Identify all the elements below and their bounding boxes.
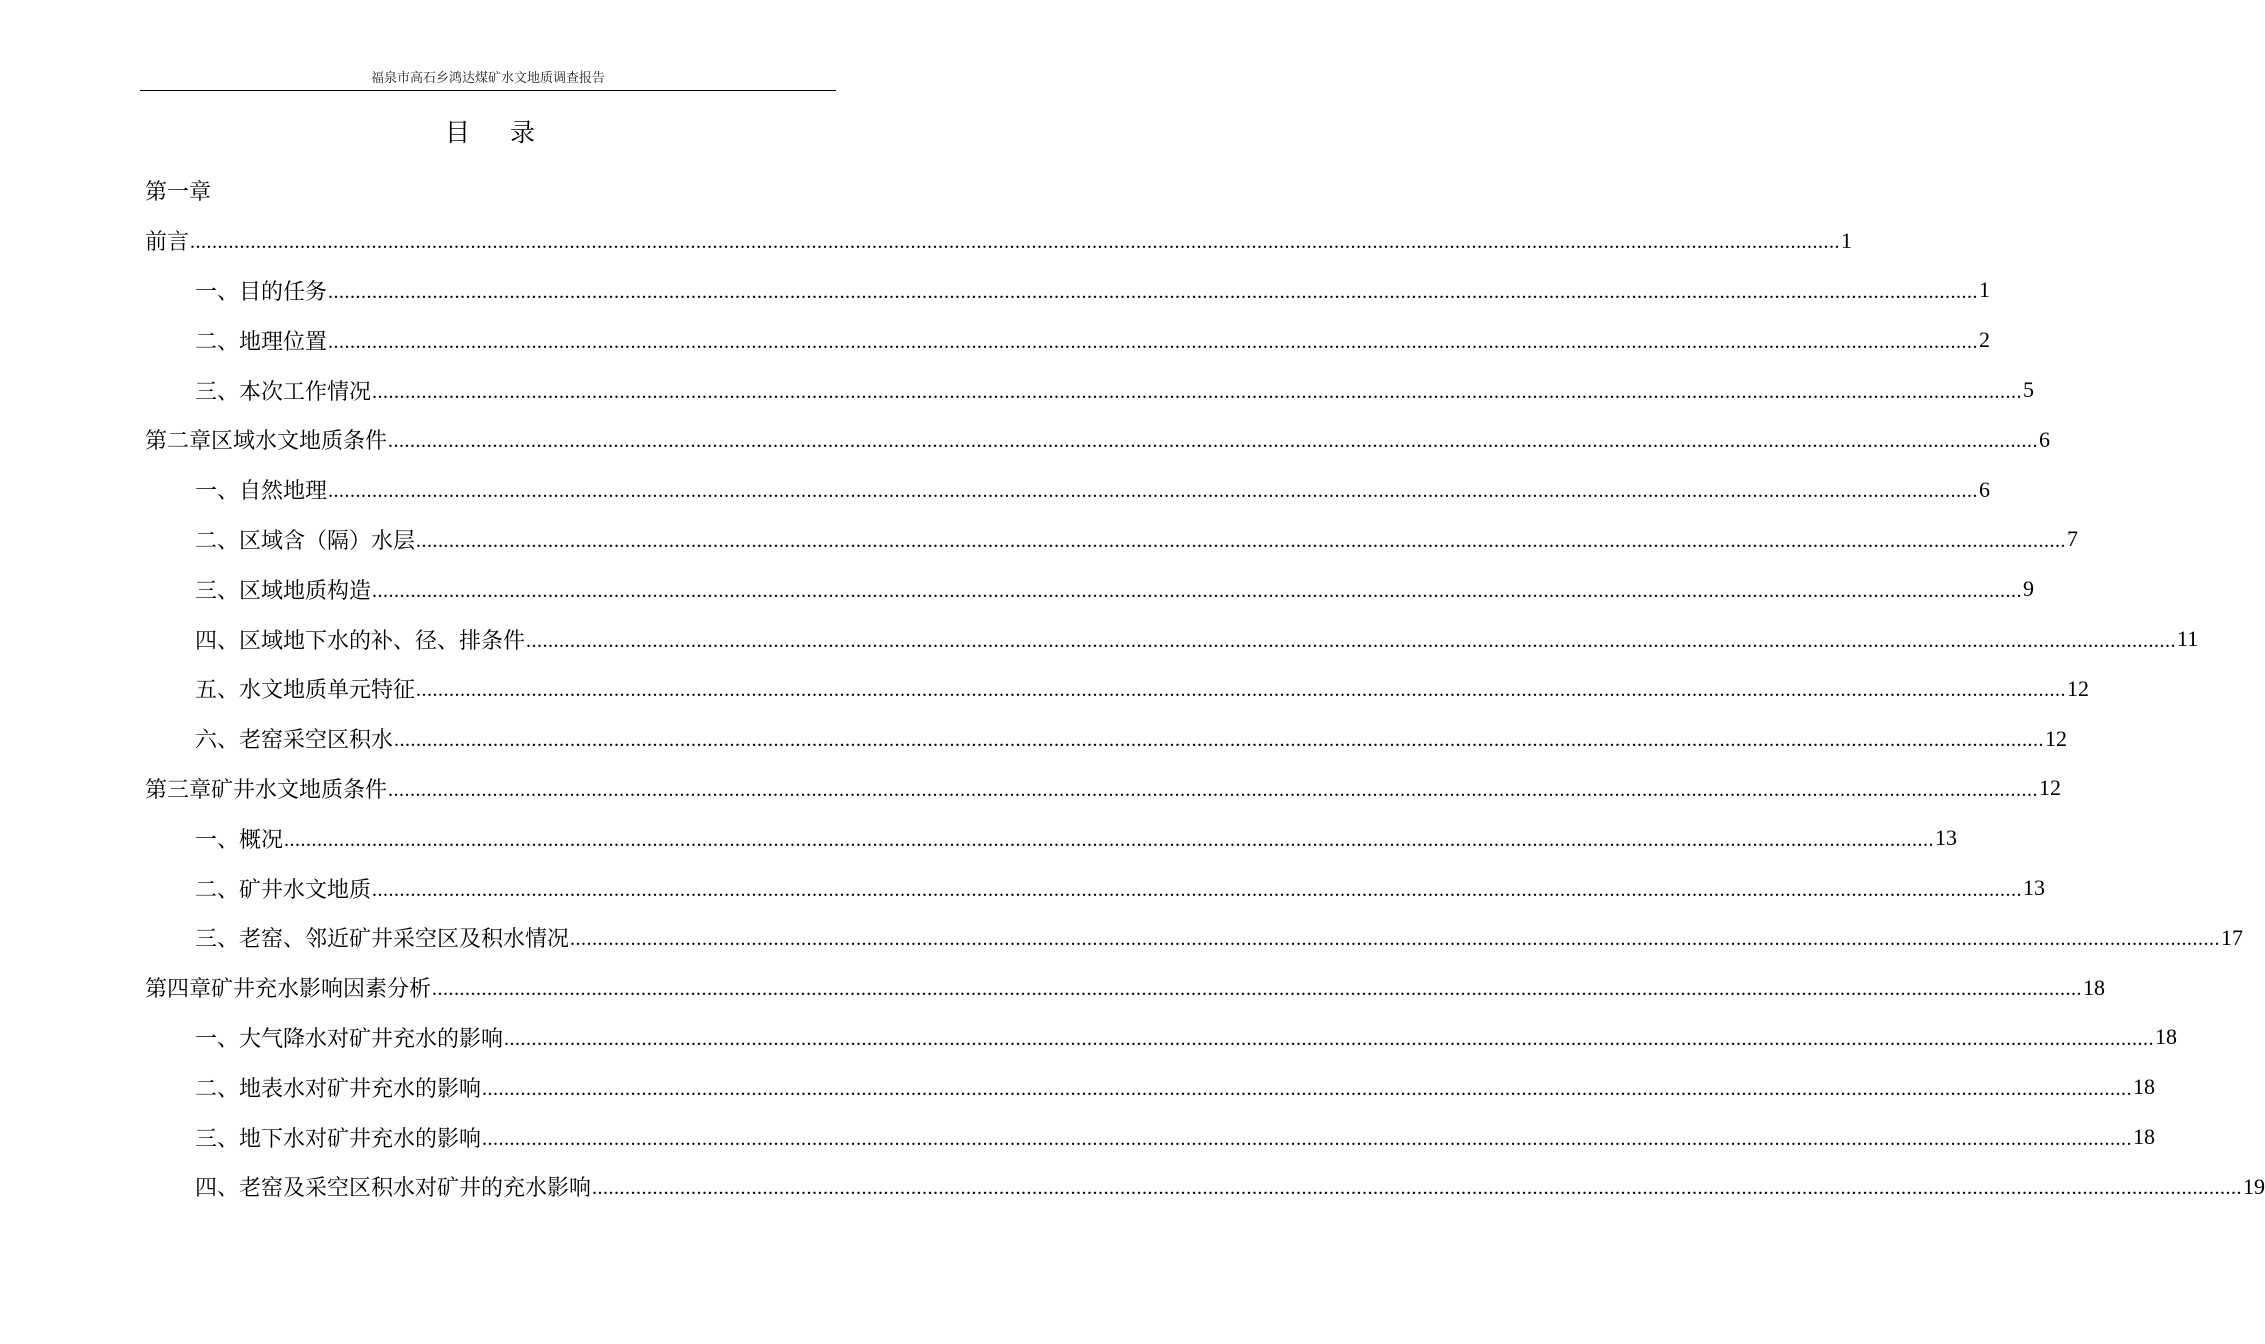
toc-leader-dots: ............................................................................................................................................................................................................................................................................................................ — [526, 629, 2177, 652]
toc-entry-label: 三、区域地质构造 — [195, 574, 371, 605]
toc-page-number: 6 — [1979, 476, 1991, 502]
toc-leader-dots: ............................................................................................................................................................................................................................................................................................................ — [190, 231, 1841, 254]
toc-entry-label: 第四章 — [145, 972, 211, 1003]
toc-leader-dots: ............................................................................................................................................................................................................................................................................................................ — [570, 928, 2221, 951]
toc-entry[interactable] — [145, 266, 1991, 316]
toc-entry-title: 区域水文地质条件 — [211, 424, 387, 455]
table-of-contents — [145, 166, 2265, 1212]
toc-entry-label: 一、自然地理 — [195, 474, 327, 505]
toc-entry-title: 矿井充水影响因素分析 — [211, 972, 431, 1003]
toc-page-number: 7 — [2067, 526, 2079, 552]
toc-leader-dots: ............................................................................................................................................................................................................................................................................................................ — [388, 430, 2039, 453]
toc-entry-label: 三、地下水对矿井充水的影响 — [195, 1122, 481, 1153]
toc-page-number: 18 — [2133, 1074, 2156, 1100]
toc-page-number: 1 — [1979, 277, 1991, 303]
toc-entry-label: 一、目的任务 — [195, 275, 327, 306]
toc-entry-label: 第三章 — [145, 773, 211, 804]
toc-entry-label: 四、老窑及采空区积水对矿井的充水影响 — [195, 1171, 591, 1202]
toc-page-number: 17 — [2221, 924, 2244, 950]
toc-entry[interactable] — [145, 1162, 2265, 1212]
toc-leader-dots: ............................................................................................................................................................................................................................................................................................................ — [394, 729, 2045, 752]
toc-entry[interactable] — [145, 465, 1991, 515]
toc-entry[interactable] — [145, 216, 1853, 266]
toc-entry[interactable] — [145, 913, 2244, 963]
toc-entry-label: 一、大气降水对矿井充水的影响 — [195, 1022, 503, 1053]
toc-entry-label: 三、老窑、邻近矿井采空区及积水情况 — [195, 922, 569, 953]
toc-title-right: 录 — [510, 118, 536, 147]
header-text: 福泉市高石乡鸿达煤矿水文地质调查报告 — [370, 71, 605, 86]
toc-leader-dots: ............................................................................................................................................................................................................................................................................................................ — [482, 1127, 2133, 1150]
toc-leader-dots: ............................................................................................................................................................................................................................................................................................................ — [416, 529, 2067, 552]
toc-page-number: 13 — [2023, 875, 2046, 901]
toc-page-number: 13 — [1935, 825, 1958, 851]
toc-leader-dots: ............................................................................................................................................................................................................................................................................................................ — [372, 380, 2023, 403]
toc-page-number: 5 — [2023, 377, 2035, 403]
toc-entry-label: 二、区域含（隔）水层 — [195, 524, 415, 555]
toc-entry[interactable] — [145, 515, 2079, 565]
toc-entry-title: 矿井水文地质条件 — [211, 773, 387, 804]
toc-page-number: 18 — [2133, 1124, 2156, 1150]
toc-leader-dots: ............................................................................................................................................................................................................................................................................................................ — [372, 878, 2023, 901]
toc-entry-label: 二、矿井水文地质 — [195, 873, 371, 904]
toc-entry[interactable] — [145, 1013, 2178, 1063]
toc-entry-label: 第一章 — [145, 175, 211, 206]
toc-entry[interactable] — [145, 714, 2068, 764]
toc-entry[interactable] — [145, 614, 2199, 664]
toc-page-number: 12 — [2039, 775, 2062, 801]
toc-page-number: 11 — [2177, 626, 2199, 652]
toc-entry[interactable] — [145, 166, 835, 216]
toc-entry-label: 五、水文地质单元特征 — [195, 673, 415, 704]
toc-page-number: 18 — [2155, 1024, 2178, 1050]
toc-leader-dots: ............................................................................................................................................................................................................................................................................................................ — [328, 480, 1979, 503]
toc-title-left: 目 — [444, 118, 470, 147]
toc-entry[interactable] — [145, 764, 2062, 814]
toc-page-number: 6 — [2039, 426, 2051, 452]
toc-leader-dots: ............................................................................................................................................................................................................................................................................................................ — [416, 679, 2067, 702]
toc-page-number: 12 — [2045, 725, 2068, 751]
toc-entry-label: 六、老窑采空区积水 — [195, 723, 393, 754]
toc-leader-dots: ............................................................................................................................................................................................................................................................................................................ — [592, 1177, 2243, 1200]
toc-page-number: 9 — [2023, 576, 2035, 602]
toc-entry[interactable] — [145, 365, 2035, 415]
toc-leader-dots: ............................................................................................................................................................................................................................................................................................................ — [328, 330, 1979, 353]
page-header — [140, 70, 836, 91]
toc-leader-dots: ............................................................................................................................................................................................................................................................................................................ — [328, 280, 1979, 303]
toc-entry-label: 三、本次工作情况 — [195, 375, 371, 406]
toc-entry[interactable] — [145, 1112, 2156, 1162]
toc-entry[interactable] — [145, 664, 2090, 714]
toc-entry[interactable] — [145, 564, 2035, 614]
toc-entry[interactable] — [145, 1062, 2156, 1112]
toc-page-number: 19 — [2243, 1173, 2265, 1199]
toc-title — [0, 118, 980, 148]
toc-leader-dots: ............................................................................................................................................................................................................................................................................................................ — [284, 828, 1935, 851]
toc-leader-dots: ............................................................................................................................................................................................................................................................................................................ — [482, 1077, 2133, 1100]
toc-entry[interactable] — [145, 963, 2106, 1013]
toc-entry[interactable] — [145, 415, 2051, 465]
toc-entry-label: 四、区域地下水的补、径、排条件 — [195, 624, 525, 655]
toc-entry-label: 二、地理位置 — [195, 325, 327, 356]
toc-entry[interactable] — [145, 863, 2046, 913]
toc-leader-dots: ............................................................................................................................................................................................................................................................................................................ — [504, 1027, 2155, 1050]
toc-entry[interactable] — [145, 813, 1958, 863]
toc-entry-label: 二、地表水对矿井充水的影响 — [195, 1072, 481, 1103]
toc-entry-label: 一、概况 — [195, 823, 283, 854]
toc-page-number: 1 — [1841, 227, 1853, 253]
toc-page-number: 2 — [1979, 327, 1991, 353]
toc-page-number: 12 — [2067, 675, 2090, 701]
toc-entry-label: 第二章 — [145, 424, 211, 455]
toc-page-number: 18 — [2083, 974, 2106, 1000]
toc-leader-dots: ............................................................................................................................................................................................................................................................................................................ — [372, 579, 2023, 602]
toc-entry-label: 前言 — [145, 225, 189, 256]
toc-leader-dots: ............................................................................................................................................................................................................................................................................................................ — [388, 778, 2039, 801]
toc-leader-dots: ............................................................................................................................................................................................................................................................................................................ — [432, 978, 2083, 1001]
toc-entry[interactable] — [145, 315, 1991, 365]
